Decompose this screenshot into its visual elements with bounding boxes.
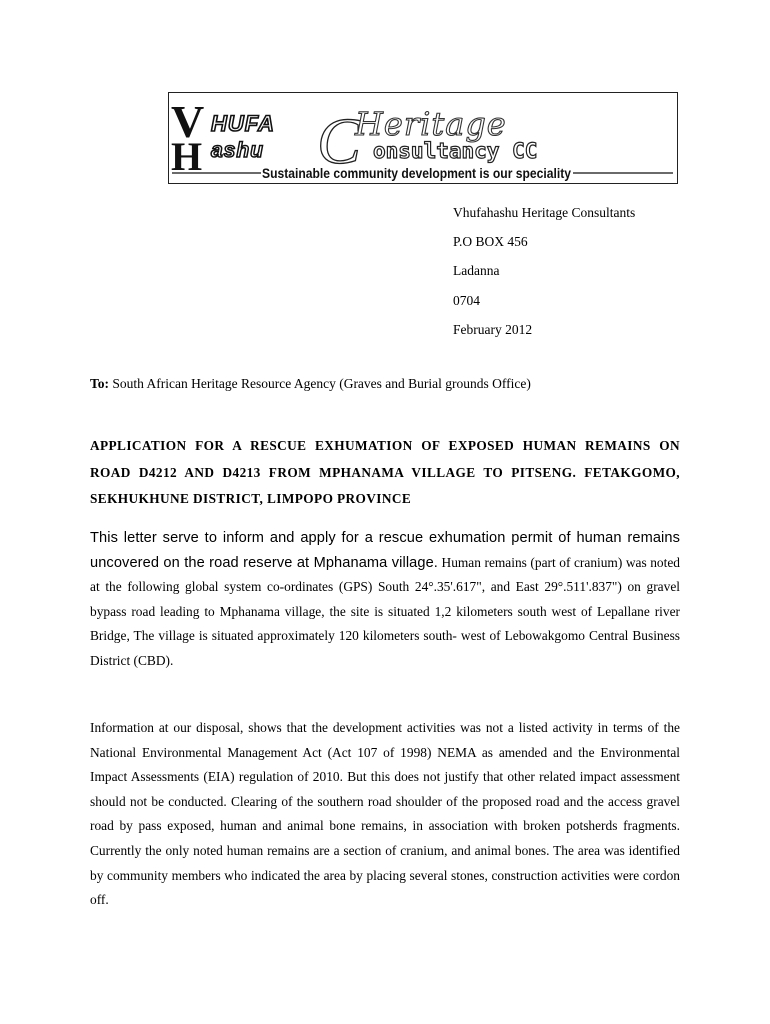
paragraph-1-body: Human remains (part of cranium) was noted at the following global system co-ordinates (GPS) South 24°.35'.617", and East 29°.511'.837") on gravel bypass road leading to Mphanama village, the site is situated 1,2 kilometers south west of Lepallane river Bridge, The village is situated approximately 120 kilometers south- west of Lebowakgomo Central Business District (CBD). [90,554,680,668]
paragraph-2: Information at our disposal, shows that the development activities was not a listed activity in terms of the National Environmental Management Act (Act 107 of 1998) NEMA as amended and the Environmental Impact Assessments (EIA) regulation of 2010. But this does not justify that other related impact assessment should not be conducted. Clearing of the southern road shoulder of the proposed road and the access gravel road by pass exposed, human and animal bone remains, in association with broken potsherds fragments. Currently the only noted human remains are a section of cranium, and animal bones. The area was identified by community members who indicated the area by placing several stones, construction activities were cordon off. [90,720,680,908]
paragraph-1-lead: This letter serve to inform and apply for a rescue exhumation permit of human remains uncovered on the road reserve at Mphanama village. [90,530,680,571]
to-label: To: [90,376,110,391]
sender-name: Vhufahashu Heritage Consultants [453,205,636,220]
letter-date: February 2012 [453,321,533,337]
sender-address [453,198,635,344]
letterhead-logo [168,92,678,184]
logo-tagline: Sustainable community development is our speciality [262,165,572,181]
paragraph-1 [90,526,680,674]
letter-subject-heading: APPLICATION FOR A RESCUE EXHUMATION OF EXPOSED HUMAN REMAINS ON ROAD D4212 AND D4213 FROM MPHANAMA VILLAGE TO PITSENG. FETAKGOMO, SEKHUKHUNE DISTRICT, LIMPOPO PROVINCE [90,438,680,506]
logo-big-c: C [317,105,362,178]
logo-word-hashu: ashu [211,139,265,162]
sender-po-box: P.O BOX 456 [453,234,528,250]
recipient-line [90,376,531,392]
recipient-name: South African Heritage Resource Agency (Graves and Burial grounds Office) [109,376,531,391]
sender-town: Ladanna [453,263,500,279]
logo-word-vhufa: HUFA [211,111,275,136]
logo-word-heritage: Heritage [355,105,507,143]
sender-postal-code: 0704 [453,292,480,308]
logo-letter-h: H [171,134,203,179]
logo-word-consultancy: onsultancy CC [373,139,538,163]
logo-graphic [169,93,676,182]
logo-letter-v: V [171,96,205,147]
